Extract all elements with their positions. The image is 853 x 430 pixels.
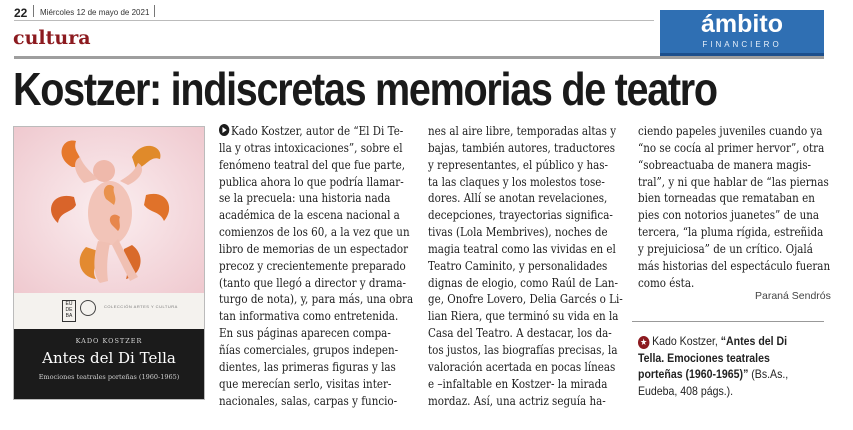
text-line: dores. Allí se anotan revelaciones,: [428, 191, 608, 206]
text-line: “no se cocía al primer hervor”, otra: [638, 140, 825, 155]
text-line: Kado Kostzer, autor de “El Di Te-: [219, 123, 388, 140]
text-line: nes al aire libre, temporadas altas y: [428, 124, 617, 138]
text-line: bajas, también autores, traductores: [428, 140, 616, 155]
text-line: y representantes, el público y has-: [428, 157, 609, 172]
publisher-mark: EU DE BA: [62, 300, 76, 322]
text-line: tral”, y ni que hablar de “las piernas: [638, 174, 829, 189]
text-line: Casa del Teatro. A destacar, los da-: [428, 326, 612, 341]
text-line: tos justos, las biografías precisas, la: [428, 342, 618, 357]
play-bullet-icon: [219, 124, 229, 136]
page-number: 22: [14, 6, 28, 20]
publisher-seal: [80, 300, 96, 316]
text-line: publica ahora lo que podría llamar-: [219, 174, 404, 189]
text-line: pies con notorios juanetes” de una: [638, 208, 820, 223]
book-title-part: porteñas (1960-1965)”: [638, 367, 749, 381]
article-column-3: [638, 123, 831, 291]
cover-subtitle: Emociones teatrales porteñas (1960-1965): [38, 373, 180, 381]
info-line: [638, 333, 805, 350]
cover-artwork: [14, 127, 204, 293]
book-title-part: “Antes del Di: [720, 334, 788, 348]
book-author: Kado Kostzer,: [652, 334, 718, 348]
text-line: libro de memorias de un espectador: [219, 241, 409, 256]
text-line: ge, Onofre Lovero, Delia Garcés o Li-: [428, 292, 623, 307]
info-line: [638, 366, 805, 383]
text-line: dientes, las primeras figuras y las: [219, 359, 396, 374]
divider: [154, 5, 155, 17]
headline: Kostzer: indiscretas memorias de teatro: [13, 63, 717, 115]
text-line: precoz y crecientemente preparado: [219, 258, 406, 273]
text-line: ciendo papeles juveniles cuando ya: [638, 124, 823, 138]
text-line: comienzos de los 60, a la vez que un: [219, 225, 410, 240]
text-line: mordaz. Así, una actriz seguía ha-: [428, 393, 606, 408]
article-author: Paraná Sendrós: [755, 290, 831, 302]
text-line: que merecían serlo, visitas inter-: [219, 376, 392, 391]
flaming-figure-illustration: [14, 127, 204, 293]
text-line: magia teatral como las vividas en el: [428, 241, 616, 256]
text-line: bien torneadas que remataban en: [638, 191, 815, 206]
text-line: fenómeno teatral del que fue parte,: [219, 157, 406, 172]
cover-collection-text: COLECCIÓN ARTES Y CULTURA: [104, 304, 178, 309]
text-line: En sus páginas aparecen compa-: [219, 326, 391, 341]
book-info-box: [638, 333, 828, 399]
text-line: tivas (Lola Membrives), noches de: [428, 225, 608, 240]
divider: [33, 5, 34, 17]
text-line: nacionales, salas, carpas y funcio-: [219, 393, 398, 408]
book-cover-image: [13, 126, 205, 400]
text-line: y prejuiciosa” de un crítico. Ojalá: [638, 241, 813, 256]
text-line: turgo de nota), y, para más, una obra: [219, 292, 414, 307]
text-line: se la precuela: una historia nada: [219, 191, 391, 206]
text-line: Teatro Caminito, y personalidades: [428, 258, 608, 273]
article-column-1: [219, 123, 415, 409]
header-rule: [14, 20, 654, 21]
info-line: Eudeba, 408 págs.).: [638, 383, 734, 398]
section-title: cultura: [13, 27, 91, 49]
article-column-2: [428, 123, 624, 409]
book-title-part: Tella. Emociones teatrales: [638, 350, 770, 365]
text-line: ta las claques y los molestos tose-: [428, 174, 605, 189]
text-line: (tanto que llegó a director y drama-: [219, 275, 407, 290]
text-line: tan informativa como entretenida.: [219, 309, 399, 324]
text-line: “sobreactuaba de manera magis-: [638, 157, 812, 172]
section-rule: [14, 56, 824, 59]
text-line: valoración acertada en pocas líneas: [428, 359, 616, 374]
issue-date: Miércoles 12 de mayo de 2021: [40, 8, 150, 17]
text-line: tercera, “la pluma rígida, estreñida: [638, 225, 824, 240]
text-line: lla y otras intoxicaciones”, sobre el: [219, 140, 403, 155]
cover-title: Antes del Di Tella: [42, 349, 176, 367]
logo-name: ámbito: [701, 10, 783, 38]
text-line: lian Riera, que terminó su vida en la: [428, 309, 619, 324]
text-line: decepciones, trayectorias significa-: [428, 208, 613, 223]
ambito-logo: [660, 10, 824, 57]
infobox-rule: [632, 321, 824, 322]
text-line: ñías comerciales, grupos indepen-: [219, 342, 399, 357]
text-line: e –infaltable en Kostzer- la mirada: [428, 376, 608, 391]
info-line: [638, 350, 805, 367]
logo-subtitle: FINANCIERO: [702, 40, 782, 49]
text-line: académica de la escena nacional a: [219, 208, 400, 223]
text-line: como ésta.: [638, 275, 695, 290]
text-line: dignas de elogio, como Raúl de Lan-: [428, 275, 618, 290]
cover-band: [14, 293, 204, 329]
text-line: más historias del espectáculo fueran: [638, 258, 831, 273]
cover-author: KADO KOSTZER: [75, 337, 143, 345]
star-icon: ★: [638, 336, 649, 349]
book-publisher: (Bs.As.,: [748, 367, 789, 381]
